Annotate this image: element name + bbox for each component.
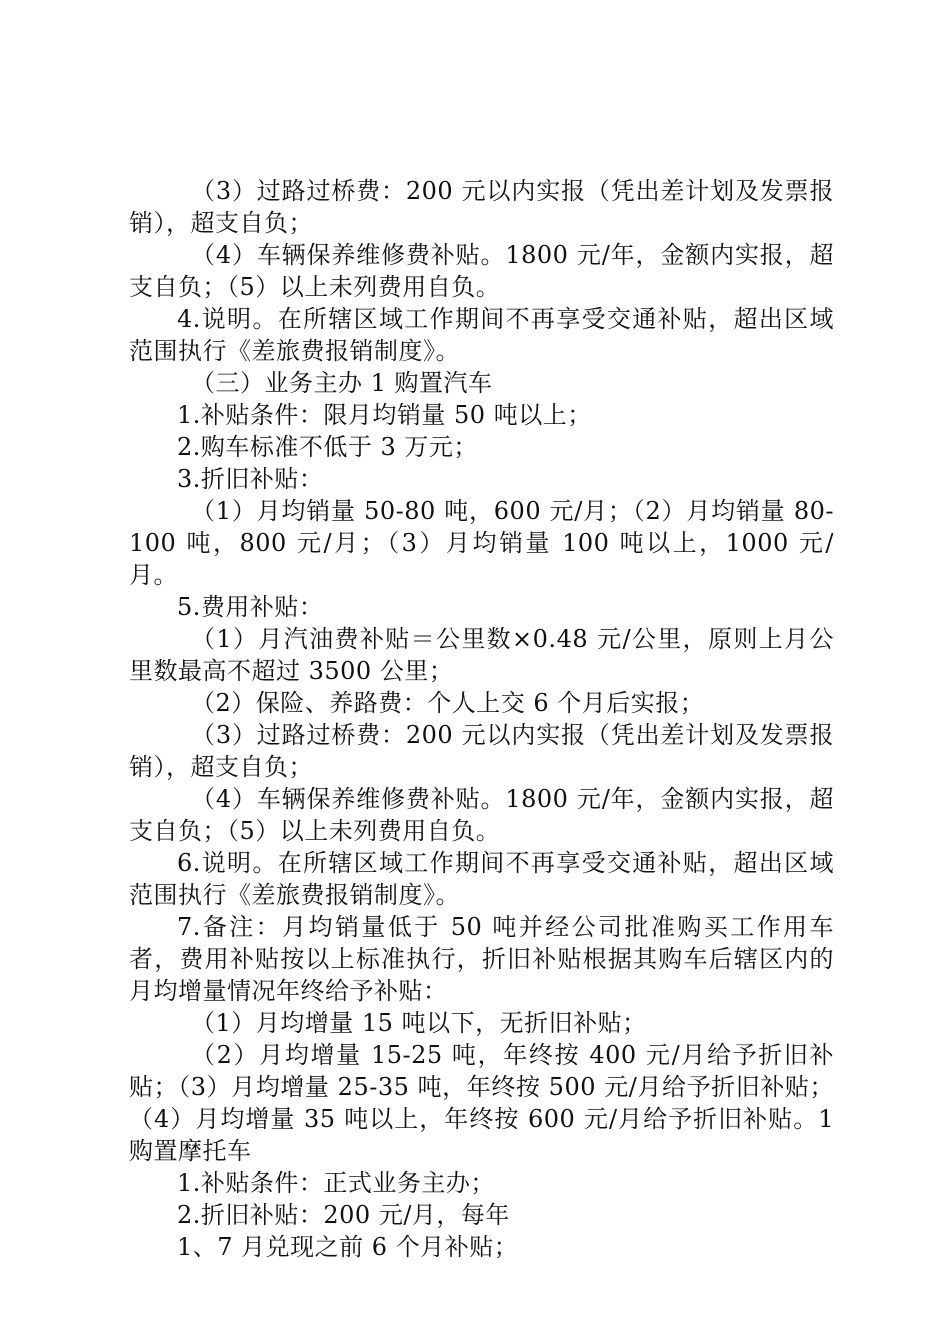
paragraph: 2.购车标准不低于 3 万元； [177, 433, 478, 461]
paragraph: （4）车辆保养维修费补贴。1800 元/年，金额内实报，超支自负；（5）以上未列费用自负。 [129, 785, 834, 845]
paragraph: 4.说明。在所辖区域工作期间不再享受交通补贴，超出区域范围执行《差旅费报销制度》。 [129, 305, 834, 365]
section-heading: （三）业务主办 1 购置汽车 [191, 369, 493, 397]
document-body [129, 175, 834, 1263]
paragraph: 6.说明。在所辖区域工作期间不再享受交通补贴，超出区域范围执行《差旅费报销制度》。 [129, 849, 834, 909]
paragraph: （3）过路过桥费：200 元以内实报（凭出差计划及发票报销），超支自负； [129, 721, 834, 781]
paragraph: 2.折旧补贴：200 元/月，每年 [177, 1201, 510, 1229]
paragraph: 5.费用补贴： [177, 593, 324, 621]
paragraph: （2）月均增量 15-25 吨，年终按 400 元/月给予折旧补贴；（3）月均增量 25-35 吨，年终按 500 元/月给予折旧补贴；（4）月均增量 35 吨以上，年终按 600 元/月给予折旧补贴。1 购置摩托车 [129, 1041, 834, 1165]
paragraph: 3.折旧补贴： [177, 465, 324, 493]
paragraph: 1.补贴条件：正式业务主办； [177, 1169, 495, 1197]
paragraph: （3）过路过桥费：200 元以内实报（凭出差计划及发票报销），超支自负； [129, 177, 834, 237]
paragraph: 7.备注：月均销量低于 50 吨并经公司批准购买工作用车者，费用补贴按以上标准执行，折旧补贴根据其购车后辖区内的月均增量情况年终给予补贴： [129, 913, 834, 1005]
paragraph: 1、7 月兑现之前 6 个月补贴； [177, 1233, 519, 1261]
paragraph: （4）车辆保养维修费补贴。1800 元/年，金额内实报，超支自负；（5）以上未列费用自负。 [129, 241, 834, 301]
paragraph: 1.补贴条件：限月均销量 50 吨以上； [177, 401, 592, 429]
paragraph: （2）保险、养路费：个人上交 6 个月后实报； [191, 689, 705, 717]
paragraph: （1）月均销量 50-80 吨，600 元/月；（2）月均销量 80-100 吨，800 元/月；（3）月均销量 100 吨以上，1000 元/月。 [129, 497, 834, 589]
paragraph: （1）月汽油费补贴＝公里数×0.48 元/公里，原则上月公里数最高不超过 3500 公里； [129, 625, 834, 685]
paragraph: （1）月均增量 15 吨以下，无折旧补贴； [191, 1009, 647, 1037]
